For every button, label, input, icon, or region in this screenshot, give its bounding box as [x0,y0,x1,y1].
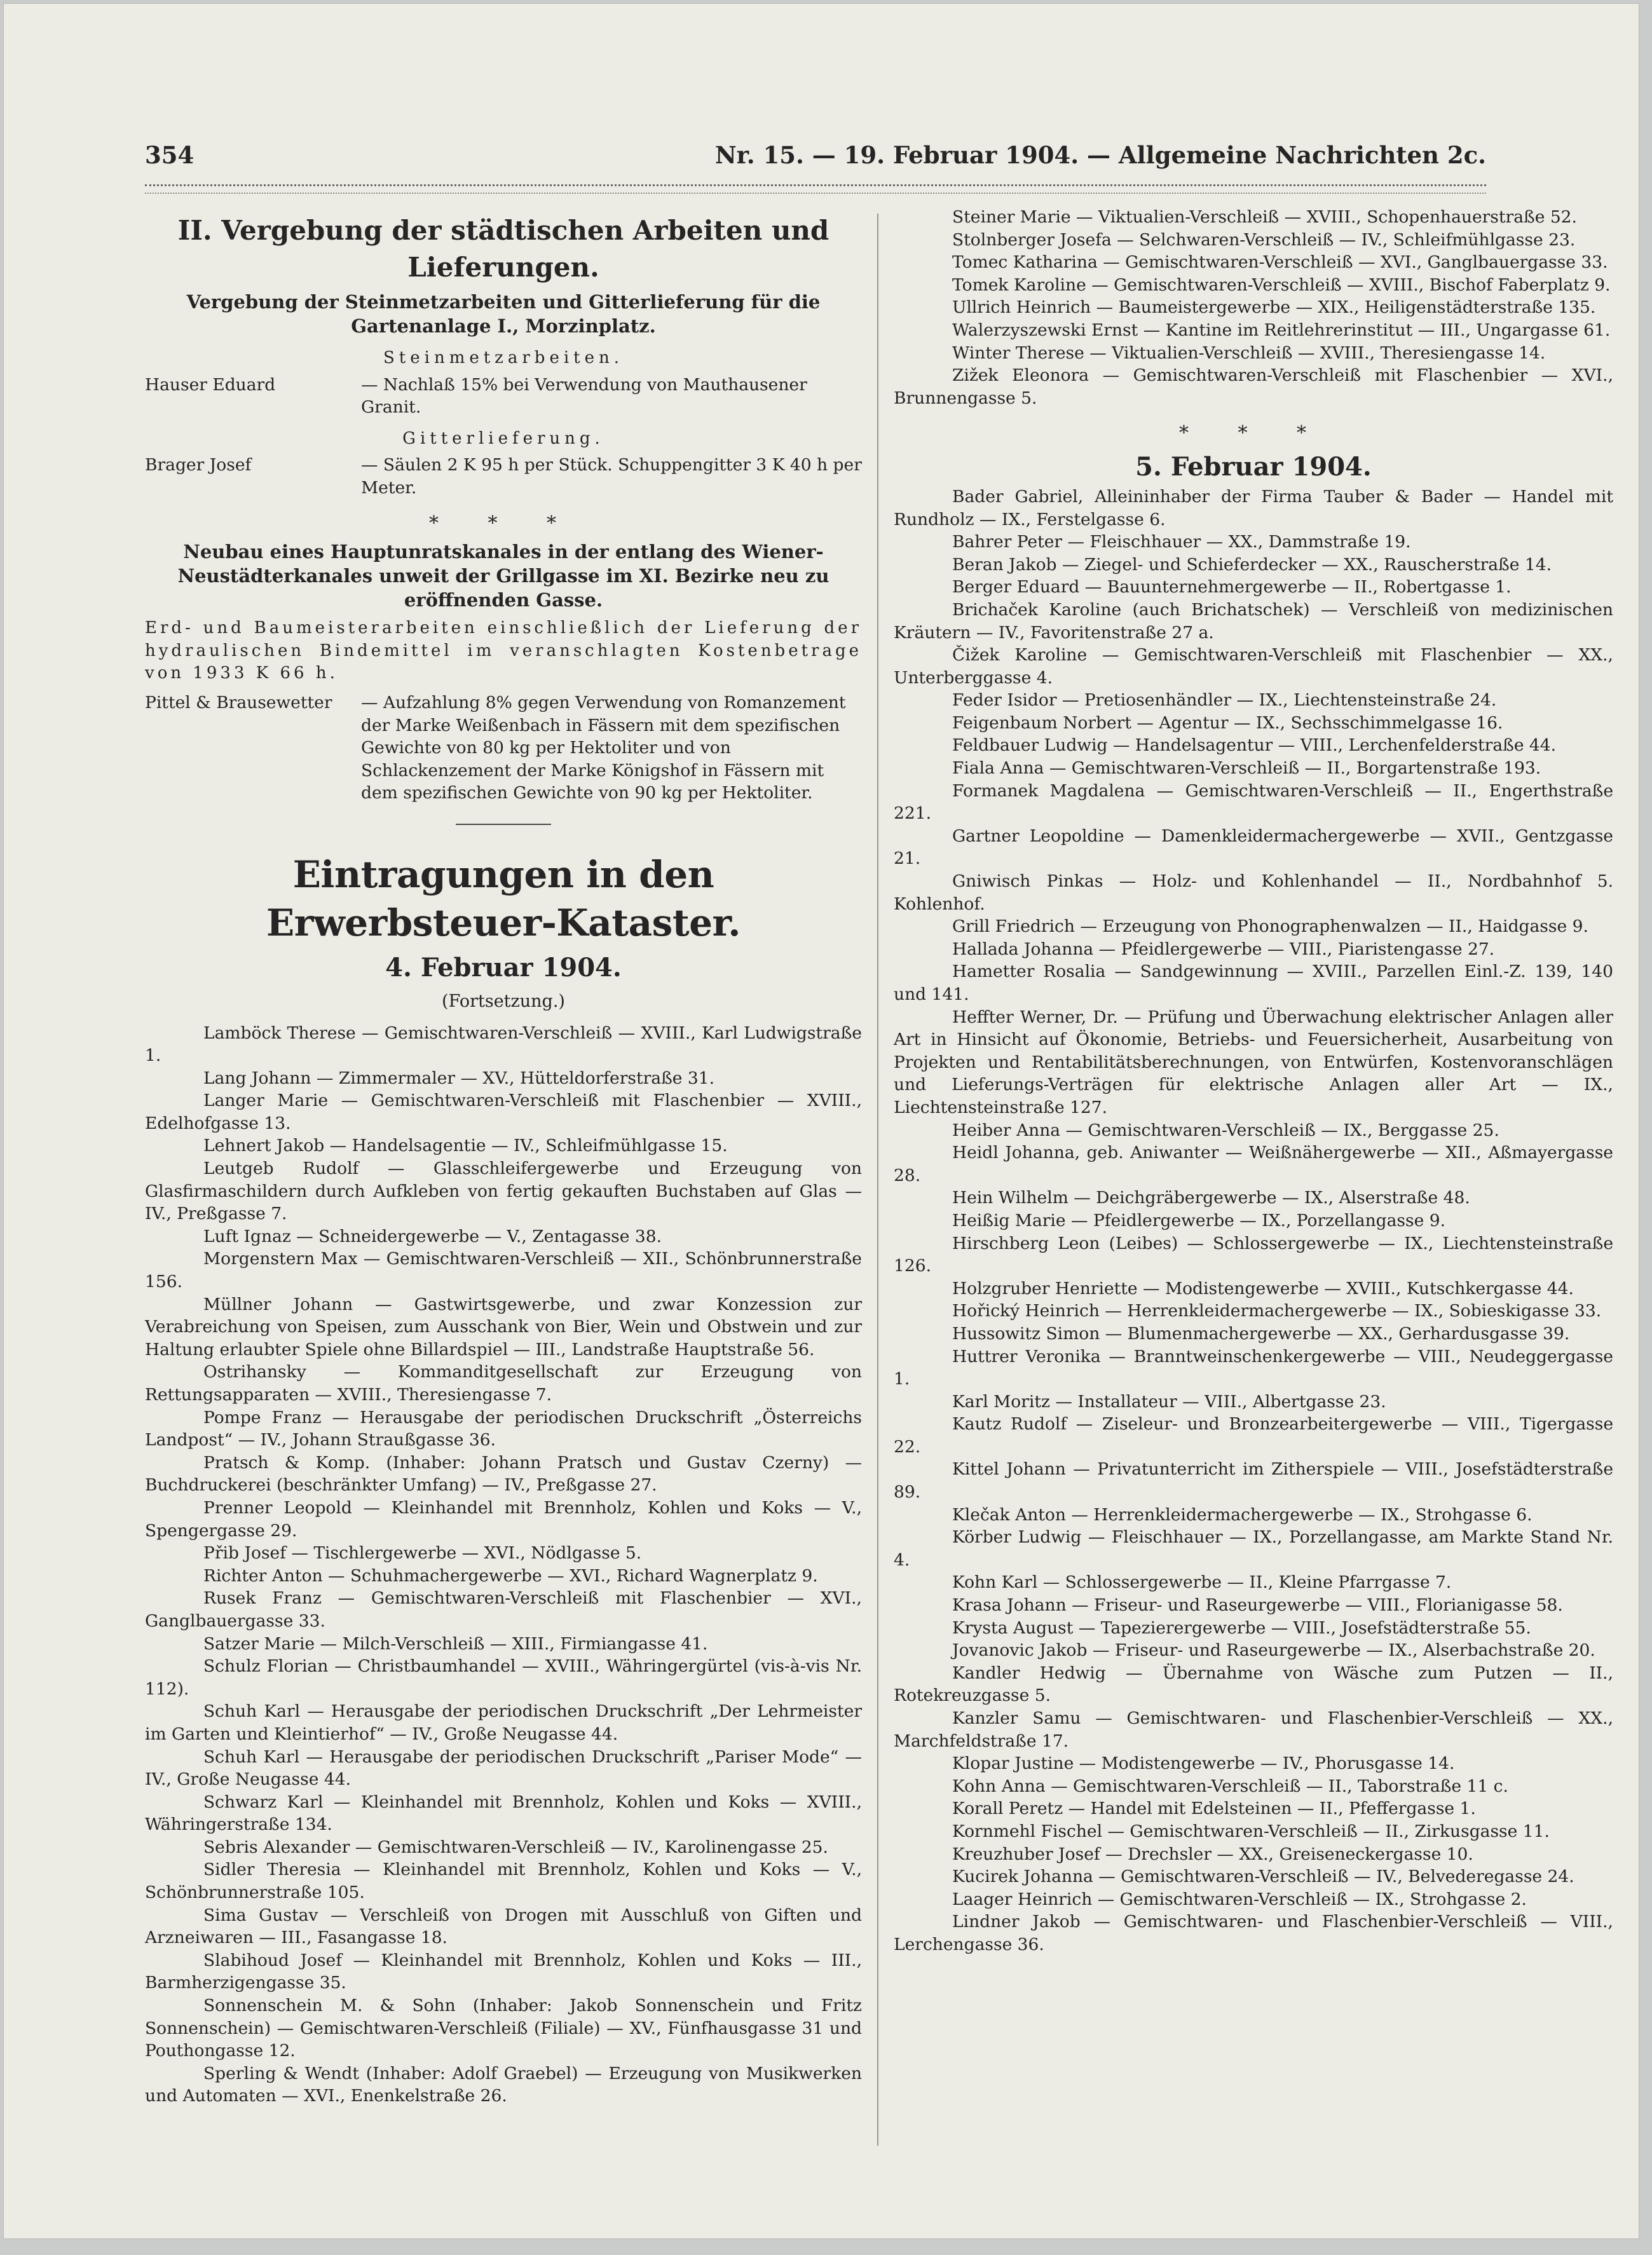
date-heading: 4. Februar 1904. [385,952,622,983]
neubau-text: Erd- und Baumeisterarbeiten einschließlich der Lieferung der hydraulischen Bindemittel im veranschlagten Kostenbetrage von 1933 K 66 h. [145,618,862,683]
entry: Fiala Anna — Gemischtwaren-Verschleiß — II., Borgartenstraße 193. [952,758,1541,779]
newspaper-page [4,4,1639,2238]
entry: Luft Ignaz — Schneidergewerbe — V., Zentagasse 38. [203,1226,662,1246]
entry: Langer Marie — Gemischtwaren-Verschleiß mit Flaschenbier — XVIII., Edelhofgasse 13. [145,1091,862,1133]
separator-stars: * * * [1178,422,1328,445]
entry: Pompe Franz — Herausgabe der periodischen Druckschrift „Österreichs Landpost“ — IV., Johann Straußgasse 36. [145,1407,862,1450]
entry: Lindner Jakob — Gemischtwaren- und Flaschenbier-Verschleiß — VIII., Lerchengasse 36. [894,1912,1613,1954]
entry: Kautz Rudolf — Ziseleur- und Bronzearbeitergewerbe — VIII., Tigergasse 22. [894,1414,1613,1457]
award-name: Brager Josef [145,455,252,475]
entry: Tomek Karoline — Gemischtwaren-Verschleiß — XVIII., Bischof Faberplatz 9. [952,275,1611,295]
entry: Feigenbaum Norbert — Agentur — IX., Sechsschimmelgasse 16. [952,712,1503,733]
entry: Laager Heinrich — Gemischtwaren-Verschleiß — IX., Strohgasse 2. [952,1889,1527,1909]
entry: Pratsch & Komp. (Inhaber: Johann Pratsch und Gustav Czerny) — Buchdruckerei (beschränkter Umfang) — IV., Preßgasse 27. [145,1452,862,1495]
continuation-note: (Fortsetzung.) [442,991,565,1011]
short-divider [456,824,551,825]
entry: Richter Anton — Schuhmachergewerbe — XVI., Richard Wagnerplatz 9. [203,1565,818,1586]
left-column [145,206,862,2108]
entry: Kanzler Samu — Gemischtwaren- und Flaschenbier-Verschleiß — XX., Marchfeldstraße 17. [894,1708,1613,1751]
entry: Lamböck Therese — Gemischtwaren-Verschleiß — XVIII., Karl Ludwigstraße 1. [145,1023,862,1066]
column-divider [877,214,878,2146]
entry-list [894,206,1613,409]
entry: Gniwisch Pinkas — Holz- und Kohlenhandel — II., Nordbahnhof 5. Kohlenhof. [894,871,1613,914]
running-title: Nr. 15. — 19. Februar 1904. — Allgemeine Nachrichten 2c. [714,141,1486,169]
entry: Heißig Marie — Pfeidlergewerbe — IX., Porzellangasse 9. [952,1210,1445,1230]
entry: Feldbauer Ludwig — Handelsagentur — VIII., Lerchenfelderstraße 44. [952,735,1557,756]
entry: Klečak Anton — Herrenkleidermachergewerbe — IX., Strohgasse 6. [952,1504,1533,1525]
header-rule [145,184,1486,194]
entry: Kohn Anna — Gemischtwaren-Verschleiß — II., Taborstraße 11 c. [952,1776,1508,1796]
entry: Huttrer Veronika — Branntweinschenkergewerbe — VIII., Neudeggergasse 1. [894,1346,1613,1389]
neubau-title: Neubau eines Hauptunratskanales in der entlang des Wiener-Neustädterkanales unweit der Grillgasse im XI. Bezirke neu zu eröffnenden Gasse. [177,541,829,611]
entry: Formanek Magdalena — Gemischtwaren-Verschleiß — II., Engerthstraße 221. [894,780,1613,824]
entry: Beran Jakob — Ziegel- und Schieferdecker — XX., Rauscherstraße 14. [952,554,1552,575]
entry: Sidler Theresia — Kleinhandel mit Brennholz, Kohlen und Koks — V., Schönbrunnerstraße 105. [145,1860,862,1903]
entry: Lang Johann — Zimmermaler — XV., Hütteldorferstraße 31. [203,1068,715,1088]
entry: Sebris Alexander — Gemischtwaren-Verschleiß — IV., Karolinengasse 25. [203,1837,828,1857]
entry: Čižek Karoline — Gemischtwaren-Verschleiß mit Flaschenbier — XX., Unterberggasse 4. [894,645,1613,688]
award-entry [145,454,862,499]
section-subtitle: Vergebung der Steinmetzarbeiten und Gitterlieferung für die Gartenanlage I., Morzinplatz. [186,291,821,337]
award-detail: — Säulen 2 K 95 h per Stück. Schuppengitter 3 K 40 h per Meter. [361,455,862,498]
entry: Bader Gabriel, Alleininhaber der Firma Tauber & Bader — Handel mit Rundholz — IX., Ferstelgasse 6. [894,486,1613,529]
entry: Klopar Justine — Modistengewerbe — IV., Phorusgasse 14. [952,1754,1455,1774]
entry: Přib Josef — Tischlergewerbe — XVI., Nödlgasse 5. [203,1543,642,1564]
entry: Kandler Hedwig — Übernahme von Wäsche zum Putzen — II., Rotekreuzgasse 5. [894,1663,1613,1706]
entry: Kittel Johann — Privatunterricht im Zitherspiele — VIII., Josefstädterstraße 89. [894,1459,1613,1502]
kataster-title: Eintragungen in den Erwerbsteuer-Kataster. [266,852,741,944]
entry: Rusek Franz — Gemischtwaren-Verschleiß mit Flaschenbier — XVI., Ganglbauergasse 33. [145,1588,862,1631]
entry: Kucirek Johanna — Gemischtwaren-Verschleiß — IV., Belvederegasse 24. [952,1867,1574,1887]
page-header [145,135,1486,173]
right-column [894,206,1613,1956]
entry: Heffter Werner, Dr. — Prüfung und Überwachung elektrischer Anlagen aller Art in Hinsicht auf Ökonomie, Betriebs- und Feuersicherheit, Ausarbeitung von Projekten und Rentabilitätsberechnungen, von Entwürfen, Kostenvoranschlägen und Lieferungs-Verträgen für elektrische Anlagen aller Art — IX., Liechtensteinstraße 127. [894,1007,1613,1117]
entry: Brichaček Karoline (auch Brichatschek) — Verschleiß von medizinischen Kräutern — IV., Favoritenstraße 27 a. [894,599,1613,643]
entry: Jovanovic Jakob — Friseur- und Raseurgewerbe — IX., Alserbachstraße 20. [952,1640,1595,1661]
entry: Prenner Leopold — Kleinhandel mit Brennholz, Kohlen und Koks — V., Spengergasse 29. [145,1497,862,1541]
separator-stars: * * * [428,512,578,535]
entry: Gartner Leopoldine — Damenkleidermachergewerbe — XVII., Gentzgasse 21. [894,826,1613,869]
page-number: 354 [145,141,195,169]
entry: Sonnenschein M. & Sohn (Inhaber: Jakob Sonnenschein und Fritz Sonnenschein) — Gemischtwaren-Verschleiß (Filiale) — XV., Fünfhausgasse 31 und Pouthongasse 12. [145,1996,862,2061]
entry: Krasa Johann — Friseur- und Raseurgewerbe — VIII., Florianigasse 58. [952,1595,1563,1616]
entry: Ostrihansky — Kommanditgesellschaft zur Erzeugung von Rettungsapparaten — XVIII., Theresiengasse 7. [145,1362,862,1405]
entry: Satzer Marie — Milch-Verschleiß — XIII., Firmiangasse 41. [203,1633,708,1654]
entry: Karl Moritz — Installateur — VIII., Albertgasse 23. [952,1391,1386,1412]
entry: Morgenstern Max — Gemischtwaren-Verschleiß — XII., Schönbrunnerstraße 156. [145,1249,862,1292]
entry: Holzgruber Henriette — Modistengewerbe — XVIII., Kutschkergasse 44. [952,1278,1574,1298]
award-name: Pittel & Brausewetter [145,692,332,712]
entry: Walerzyszewski Ernst — Kantine im Reitlehrerinstitut — III., Ungargasse 61. [952,320,1611,340]
entry: Bahrer Peter — Fleischhauer — XX., Dammstraße 19. [952,532,1411,552]
award-entry [145,691,862,805]
entry: Kornmehl Fischel — Gemischtwaren-Verschleiß — II., Zirkusgasse 11. [952,1821,1550,1841]
entry: Müllner Johann — Gastwirtsgewerbe, und zwar Konzession zur Verabreichung von Speisen, zum Ausschank von Bier, Wein und Obstwein und zur Haltung erlaubter Spiele ohne Billardspiel — III., Landstraße Hauptstraße 56. [145,1294,862,1359]
entry: Kreuzhuber Josef — Drechsler — XX., Greiseneckergasse 10. [952,1844,1473,1864]
award-detail: — Aufzahlung 8% gegen Verwendung von Romanzement der Marke Weißenbach in Fässern mit dem spezifischen Gewichte von 80 kg per Hektoliter und von Schlackenzement der Marke Königshof in Fässern mit dem spezifischen Gewichte von 90 kg per Hektoliter. [361,692,846,803]
entry: Leutgeb Rudolf — Glasschleifergewerbe und Erzeugung von Glasfirmaschildern durch Aufkleben von fertig gekauften Buchstaben auf Glas — IV., Preßgasse 7. [145,1159,862,1224]
entry: Hořický Heinrich — Herrenkleidermachergewerbe — IX., Sobieskigasse 33. [952,1301,1602,1321]
section-title: II. Vergebung der städtischen Arbeiten und Lieferungen. [177,215,829,283]
heading-steinmetz: Steinmetzarbeiten. [383,348,624,367]
entry: Sima Gustav — Verschleiß von Drogen mit Ausschluß von Giften und Arzneiwaren — III., Fasangasse 18. [145,1905,862,1948]
award-detail: — Nachlaß 15% bei Verwendung von Mauthausener Granit. [361,374,807,418]
heading-gitter: Gitterlieferung. [402,428,604,448]
entry: Stolnberger Josefa — Selchwaren-Verschleiß — IV., Schleifmühlgasse 23. [952,229,1576,250]
entry: Sperling & Wendt (Inhaber: Adolf Graebel) — Erzeugung von Musikwerken und Automaten — XVI., Enenkelstraße 26. [145,2063,862,2106]
award-name: Hauser Eduard [145,374,276,395]
entry: Schuh Karl — Herausgabe der periodischen Druckschrift „Pariser Mode“ — IV., Große Neugasse 44. [145,1747,862,1790]
entry: Schwarz Karl — Kleinhandel mit Brennholz, Kohlen und Koks — XVIII., Währingerstraße 134. [145,1792,862,1835]
entry: Zižek Eleonora — Gemischtwaren-Verschleiß mit Flaschenbier — XVI., Brunnengasse 5. [894,365,1613,408]
entry: Hein Wilhelm — Deichgräbergewerbe — IX., Alserstraße 48. [952,1188,1470,1208]
entry: Schuh Karl — Herausgabe der periodischen Druckschrift „Der Lehrmeister im Garten und Kleintierhof“ — IV., Große Neugasse 44. [145,1701,862,1744]
entry-list [145,1022,862,2108]
entry: Tomec Katharina — Gemischtwaren-Verschleiß — XVI., Ganglbauergasse 33. [952,252,1608,273]
entry: Körber Ludwig — Fleischhauer — IX., Porzellangasse, am Markte Stand Nr. 4. [894,1527,1613,1570]
award-entry [145,374,862,419]
entry: Kohn Karl — Schlossergewerbe — II., Kleine Pfarrgasse 7. [952,1572,1452,1593]
entry: Grill Friedrich — Erzeugung von Phonographenwalzen — II., Haidgasse 9. [952,916,1588,937]
entry: Hallada Johanna — Pfeidlergewerbe — VIII., Piaristengasse 27. [952,939,1495,959]
entry: Lehnert Jakob — Handelsagentie — IV., Schleifmühlgasse 15. [203,1136,728,1156]
entry: Heidl Johanna, geb. Aniwanter — Weißnähergewerbe — XII., Aßmayergasse 28. [894,1143,1613,1185]
date-heading: 5. Februar 1904. [1135,451,1372,482]
entry: Hirschberg Leon (Leibes) — Schlossergewerbe — IX., Liechtensteinstraße 126. [894,1233,1613,1276]
entry: Heiber Anna — Gemischtwaren-Verschleiß — IX., Berggasse 25. [952,1120,1499,1140]
entry: Winter Therese — Viktualien-Verschleiß — XVIII., Theresiengasse 14. [952,343,1546,363]
entry: Hametter Rosalia — Sandgewinnung — XVIII., Parzellen Einl.-Z. 139, 140 und 141. [894,962,1613,1004]
entry: Feder Isidor — Pretiosenhändler — IX., Liechtensteinstraße 24. [952,690,1497,711]
entry: Steiner Marie — Viktualien-Verschleiß — XVIII., Schopenhauerstraße 52. [952,207,1577,227]
entry-list [894,486,1613,1956]
entry: Korall Peretz — Handel mit Edelsteinen — II., Pfeffergasse 1. [952,1799,1476,1819]
entry: Ullrich Heinrich — Baumeistergewerbe — XIX., Heiligenstädterstraße 135. [952,297,1596,318]
entry: Schulz Florian — Christbaumhandel — XVIII., Währingergürtel (vis-à-vis Nr. 112). [145,1656,862,1699]
entry: Berger Eduard — Bauunternehmergewerbe — II., Robertgasse 1. [952,577,1512,597]
entry: Krysta August — Tapezierergewerbe — VIII., Josefstädterstraße 55. [952,1618,1531,1638]
entry: Slabihoud Josef — Kleinhandel mit Brennholz, Kohlen und Koks — III., Barmherzigengasse 35. [145,1950,862,1993]
entry: Hussowitz Simon — Blumenmachergewerbe — XX., Gerhardusgasse 39. [952,1323,1570,1344]
